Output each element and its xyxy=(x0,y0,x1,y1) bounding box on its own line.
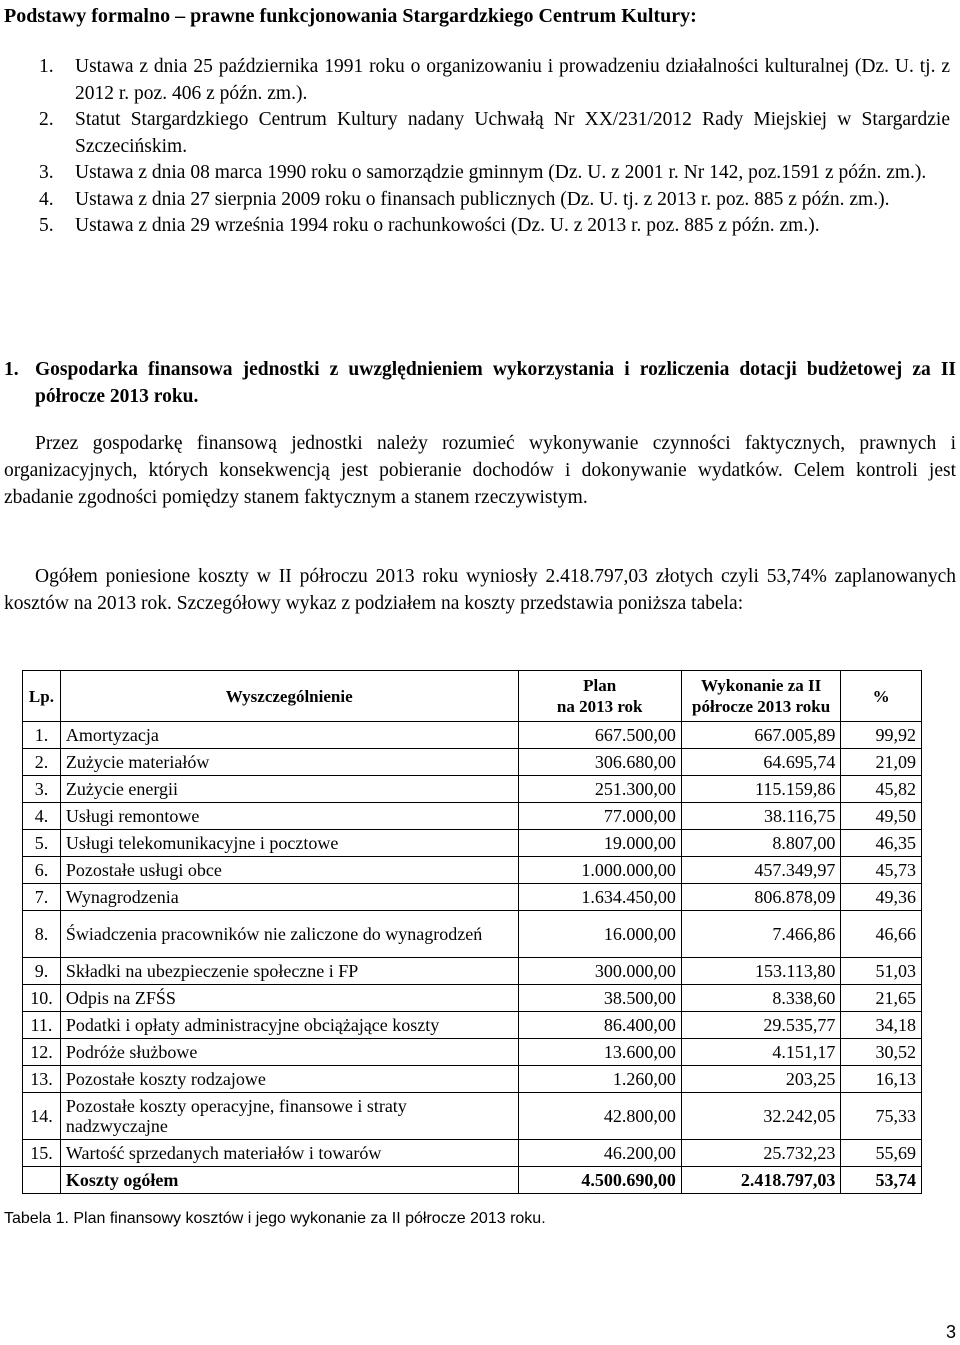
cell-exec: 667.005,89 xyxy=(681,722,840,749)
cell-exec: 806.878,09 xyxy=(681,884,840,911)
cell-lp: 1. xyxy=(23,722,61,749)
list-item-text: Ustawa z dnia 25 października 1991 roku o organizowaniu i prowadzeniu działalności kulturalnej (Dz. U. tj. z 2012 r. poz. 406 z późn. zm.). xyxy=(75,56,950,104)
cell-name: Wartość sprzedanych materiałów i towarów xyxy=(60,1140,518,1167)
cell-pct: 51,03 xyxy=(841,958,922,985)
cell-name: Podróże służbowe xyxy=(60,1039,518,1066)
cell-plan: 46.200,00 xyxy=(518,1140,681,1167)
cell-name: Zużycie energii xyxy=(60,776,518,803)
cell-plan: 1.260,00 xyxy=(518,1066,681,1093)
table-row xyxy=(23,985,922,1012)
cell-name: Zużycie materiałów xyxy=(60,749,518,776)
cell-pct: 55,69 xyxy=(841,1140,922,1167)
cell-lp-empty xyxy=(23,1167,61,1194)
header-name: Wyszczególnienie xyxy=(60,671,518,722)
cell-name: Usługi remontowe xyxy=(60,803,518,830)
table-row xyxy=(23,1093,922,1140)
cell-plan: 16.000,00 xyxy=(518,911,681,958)
costs-table xyxy=(22,670,922,1194)
cell-exec: 8.807,00 xyxy=(681,830,840,857)
cell-lp: 9. xyxy=(23,958,61,985)
table-caption: Tabela 1. Plan finansowy kosztów i jego wykonanie za II półrocze 2013 roku. xyxy=(4,1210,546,1227)
legal-basis-list xyxy=(0,54,950,240)
cell-lp: 14. xyxy=(23,1093,61,1140)
cell-plan: 13.600,00 xyxy=(518,1039,681,1066)
cell-lp: 5. xyxy=(23,830,61,857)
cell-pct: 21,65 xyxy=(841,985,922,1012)
table-row xyxy=(23,1012,922,1039)
cell-plan: 1.634.450,00 xyxy=(518,884,681,911)
cell-pct: 45,82 xyxy=(841,776,922,803)
paragraph-financial-management: Przez gospodarkę finansową jednostki należy rozumieć wykonywanie czynności faktycznych, prawnych i organizacyjnych, których konsekwencją jest pobieranie dochodów i dokonywanie wydatków. Celem kontroli jest zbadanie zgodności pomiędzy stanem faktycznym a stanem rzeczywistym. xyxy=(4,433,956,508)
table-row xyxy=(23,803,922,830)
cell-name: Odpis na ZFŚS xyxy=(60,985,518,1012)
cell-name: Pozostałe koszty rodzajowe xyxy=(60,1066,518,1093)
header-plan-line2: na 2013 rok xyxy=(556,697,643,716)
cell-name: Pozostałe koszty operacyjne, finansowe i straty nadzwyczajne xyxy=(60,1093,518,1140)
table-row xyxy=(23,830,922,857)
cell-plan: 300.000,00 xyxy=(518,958,681,985)
cell-name: Składki na ubezpieczenie społeczne i FP xyxy=(60,958,518,985)
cell-pct: 49,50 xyxy=(841,803,922,830)
section-title-text: Gospodarka finansowa jednostki z uwzględnieniem wykorzystania i rozliczenia dotacji budżetowej za II półrocze 2013 roku. xyxy=(35,359,956,407)
section-title xyxy=(4,356,956,410)
document-heading: Podstawy formalno – prawne funkcjonowania Stargardzkiego Centrum Kultury: xyxy=(4,5,697,27)
cell-lp: 2. xyxy=(23,749,61,776)
list-item-number: 4. xyxy=(39,188,54,210)
list-item xyxy=(0,54,950,107)
cell-pct: 46,66 xyxy=(841,911,922,958)
cell-total-pct: 53,74 xyxy=(841,1167,922,1194)
cell-name: Amortyzacja xyxy=(60,722,518,749)
list-item xyxy=(0,213,950,240)
table-header-row xyxy=(23,671,922,722)
cell-pct: 34,18 xyxy=(841,1012,922,1039)
table-row xyxy=(23,1066,922,1093)
cell-lp: 13. xyxy=(23,1066,61,1093)
cell-exec: 203,25 xyxy=(681,1066,840,1093)
cell-exec: 153.113,80 xyxy=(681,958,840,985)
cell-plan: 86.400,00 xyxy=(518,1012,681,1039)
cell-pct: 30,52 xyxy=(841,1039,922,1066)
table-row xyxy=(23,722,922,749)
cell-name: Usługi telekomunikacyjne i pocztowe xyxy=(60,830,518,857)
table-row xyxy=(23,857,922,884)
cell-pct: 45,73 xyxy=(841,857,922,884)
cell-name: Wynagrodzenia xyxy=(60,884,518,911)
table-total-row xyxy=(23,1167,922,1194)
cell-pct: 16,13 xyxy=(841,1066,922,1093)
cell-total-plan: 4.500.690,00 xyxy=(518,1167,681,1194)
table-row xyxy=(23,1140,922,1167)
cell-exec: 8.338,60 xyxy=(681,985,840,1012)
cell-exec: 38.116,75 xyxy=(681,803,840,830)
header-plan xyxy=(518,671,681,722)
header-exec-line1: Wykonanie za II xyxy=(700,676,822,695)
header-execution xyxy=(681,671,840,722)
cell-total-name: Koszty ogółem xyxy=(60,1167,518,1194)
section-number: 1. xyxy=(4,359,19,380)
list-item-text: Ustawa z dnia 27 sierpnia 2009 roku o finansach publicznych (Dz. U. tj. z 2013 r. poz. 885 z późn. zm.). xyxy=(75,188,890,210)
cell-pct: 99,92 xyxy=(841,722,922,749)
list-item-text: Ustawa z dnia 29 września 1994 roku o rachunkowości (Dz. U. z 2013 r. poz. 885 z późn. zm.). xyxy=(75,215,820,236)
cell-pct: 49,36 xyxy=(841,884,922,911)
header-plan-line1: Plan xyxy=(583,676,617,695)
list-item-text: Ustawa z dnia 08 marca 1990 roku o samorządzie gminnym (Dz. U. z 2001 r. Nr 142, poz.1591 z późn. zm.). xyxy=(75,162,927,183)
cell-total-exec: 2.418.797,03 xyxy=(681,1167,840,1194)
header-exec-line2: półrocze 2013 roku xyxy=(691,697,831,716)
table-row xyxy=(23,958,922,985)
cell-lp: 12. xyxy=(23,1039,61,1066)
table-row xyxy=(23,749,922,776)
list-item xyxy=(0,107,950,160)
cell-plan: 251.300,00 xyxy=(518,776,681,803)
cell-lp: 11. xyxy=(23,1012,61,1039)
cell-name: Podatki i opłaty administracyjne obciążające koszty xyxy=(60,1012,518,1039)
cell-plan: 77.000,00 xyxy=(518,803,681,830)
header-lp: Lp. xyxy=(23,671,61,722)
cell-exec: 29.535,77 xyxy=(681,1012,840,1039)
page-number: 3 xyxy=(945,1322,956,1342)
cell-plan: 42.800,00 xyxy=(518,1093,681,1140)
list-item xyxy=(0,187,950,214)
cell-name: Świadczenia pracowników nie zaliczone do wynagrodzeń xyxy=(60,911,518,958)
cell-lp: 7. xyxy=(23,884,61,911)
cell-exec: 4.151,17 xyxy=(681,1039,840,1066)
cell-pct: 75,33 xyxy=(841,1093,922,1140)
table-row xyxy=(23,776,922,803)
list-item-number: 2. xyxy=(39,109,54,130)
cell-plan: 306.680,00 xyxy=(518,749,681,776)
cell-exec: 32.242,05 xyxy=(681,1093,840,1140)
cell-exec: 64.695,74 xyxy=(681,749,840,776)
list-item-number: 5. xyxy=(39,215,54,236)
list-item-text: Statut Stargardzkiego Centrum Kultury nadany Uchwałą Nr XX/231/2012 Rady Miejskiej w Stargardzie Szczecińskim. xyxy=(75,109,950,157)
cell-exec: 7.466,86 xyxy=(681,911,840,958)
cell-exec: 25.732,23 xyxy=(681,1140,840,1167)
list-item xyxy=(0,160,950,187)
table-row xyxy=(23,911,922,958)
cell-lp: 10. xyxy=(23,985,61,1012)
list-item-number: 1. xyxy=(39,56,54,77)
list-item-number: 3. xyxy=(39,162,54,183)
cell-plan: 19.000,00 xyxy=(518,830,681,857)
cell-plan: 1.000.000,00 xyxy=(518,857,681,884)
cell-plan: 38.500,00 xyxy=(518,985,681,1012)
cell-pct: 46,35 xyxy=(841,830,922,857)
paragraph-total-costs: Ogółem poniesione koszty w II półroczu 2013 roku wyniosły 2.418.797,03 złotych czyli 53,74% zaplanowanych kosztów na 2013 rok. Szczegółowy wykaz z podziałem na koszty przedstawia poniższa tabela: xyxy=(4,566,956,614)
cell-lp: 8. xyxy=(23,911,61,958)
cell-pct: 21,09 xyxy=(841,749,922,776)
cell-name: Pozostałe usługi obce xyxy=(60,857,518,884)
cell-lp: 4. xyxy=(23,803,61,830)
cell-lp: 3. xyxy=(23,776,61,803)
cell-exec: 457.349,97 xyxy=(681,857,840,884)
header-percent: % xyxy=(841,671,922,722)
cell-lp: 15. xyxy=(23,1140,61,1167)
cell-lp: 6. xyxy=(23,857,61,884)
cell-exec: 115.159,86 xyxy=(681,776,840,803)
table-row xyxy=(23,884,922,911)
table-row xyxy=(23,1039,922,1066)
cell-plan: 667.500,00 xyxy=(518,722,681,749)
